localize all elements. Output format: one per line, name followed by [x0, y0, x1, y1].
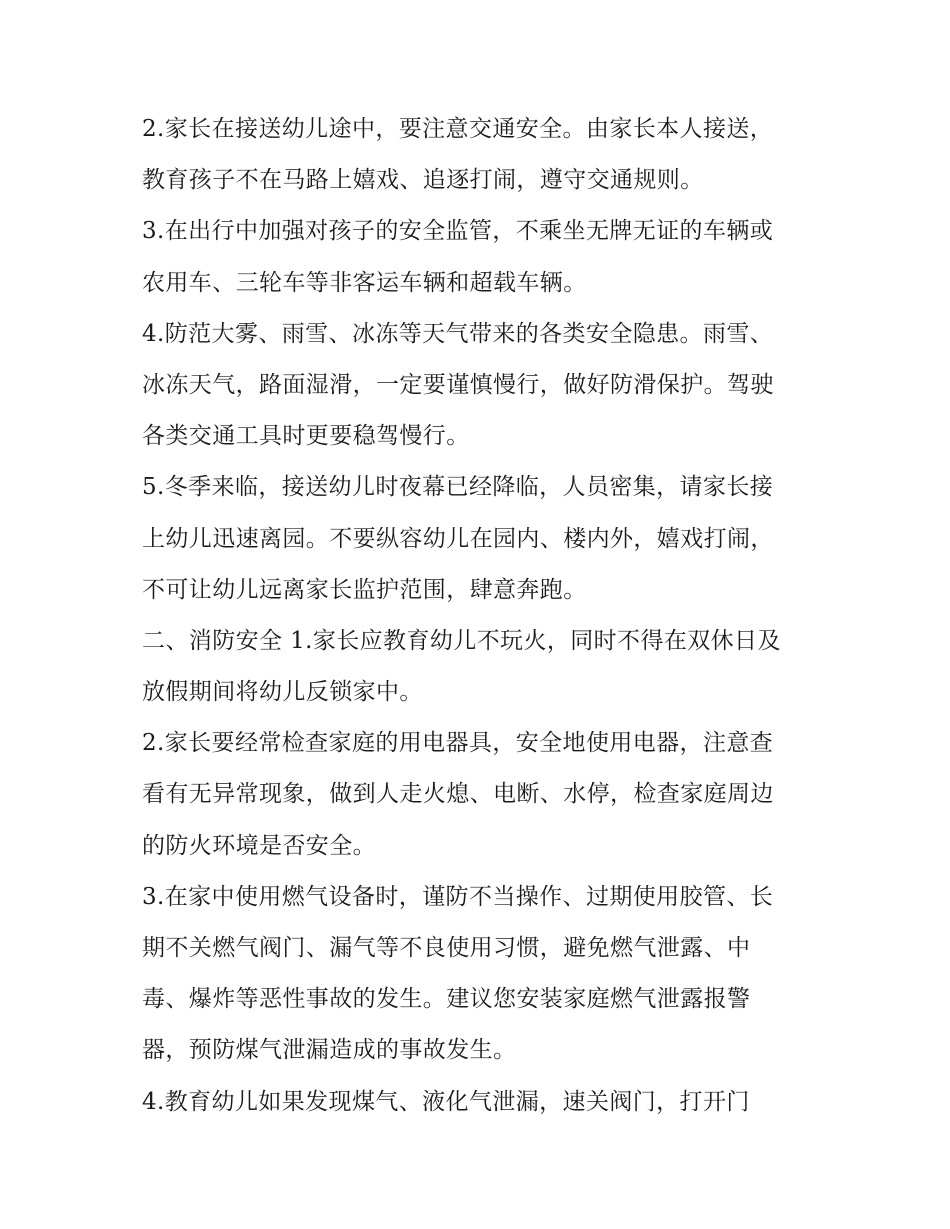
text-line: 教育孩子不在马路上嬉戏、追逐打闹，遵守交通规则。 [142, 167, 704, 194]
paragraph-traffic-item-4 [142, 309, 822, 463]
text-line: 冰冻天气，路面湿滑，一定要谨慎慢行，做好防滑保护。驾驶 [142, 371, 774, 398]
text-line: 器，预防煤气泄漏造成的事故发生。 [142, 1037, 517, 1064]
paragraph-traffic-item-2 [142, 104, 822, 206]
text-line: 4.防范大雾、雨雪、冰冻等天气带来的各类安全隐患。雨雪、 [142, 320, 774, 347]
text-line: 2.家长要经常检查家庭的用电器具，安全地使用电器，注意查 [142, 730, 774, 757]
text-line: 各类交通工具时更要稳驾慢行。 [142, 423, 470, 450]
paragraph-fire-safety-item-3 [142, 872, 822, 1077]
text-line: 3.在家中使用燃气设备时，谨防不当操作、过期使用胶管、长 [142, 883, 774, 910]
text-line: 3.在出行中加强对孩子的安全监管，不乘坐无牌无证的车辆或 [142, 218, 774, 245]
paragraph-fire-safety-item-1 [142, 616, 822, 718]
text-line: 期不关燃气阀门、漏气等不良使用习惯，避免燃气泄露、中 [142, 935, 751, 961]
text-line: 看有无异常现象，做到人走火熄、电断、水停，检查家庭周边 [142, 781, 774, 808]
text-line: 4.教育幼儿如果发现煤气、液化气泄漏，速关阀门，打开门 [142, 1088, 750, 1115]
text-line: 上幼儿迅速离园。不要纵容幼儿在园内、楼内外，嬉戏打闹， [142, 525, 774, 552]
paragraph-fire-safety-item-2 [142, 718, 822, 872]
text-line: 放假期间将幼儿反锁家中。 [142, 679, 423, 706]
text-line: 毒、爆炸等恶性事故的发生。建议您安装家庭燃气泄露报警 [142, 986, 751, 1013]
text-line: 不可让幼儿远离家长监护范围，肆意奔跑。 [142, 576, 587, 603]
text-line: 5.冬季来临，接送幼儿时夜幕已经降临，人员密集，请家长接 [142, 474, 774, 501]
text-line: 2.家长在接送幼儿途中，要注意交通安全。由家长本人接送， [142, 116, 774, 142]
document-body [142, 104, 822, 1128]
paragraph-traffic-item-5 [142, 462, 822, 616]
text-line: 的防火环境是否安全。 [142, 832, 376, 859]
text-line: 二、消防安全 1.家长应教育幼儿不玩火，同时不得在双休日及 [142, 627, 781, 654]
text-line: 农用车、三轮车等非客运车辆和超载车辆。 [142, 269, 587, 296]
paragraph-fire-safety-item-4 [142, 1077, 822, 1128]
paragraph-traffic-item-3 [142, 206, 822, 308]
